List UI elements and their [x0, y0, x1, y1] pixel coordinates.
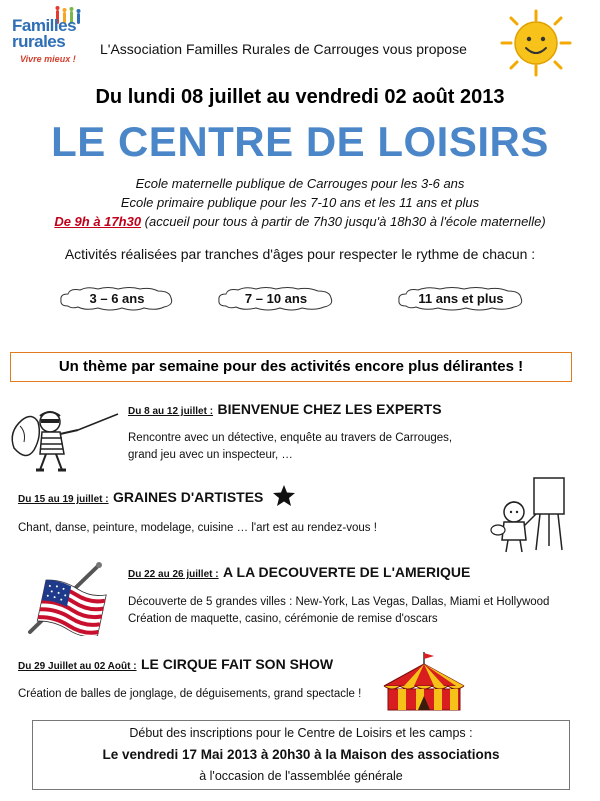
- school-line-1: Ecole maternelle publique de Carrouges pour les 3-6 ans: [135, 176, 465, 191]
- registration-intro: Début des inscriptions pour le Centre de Loisirs et les camps :: [129, 726, 473, 740]
- logo-text-line1: Familles: [12, 16, 77, 35]
- week-3-heading: [128, 564, 470, 582]
- age-group-label: 3 – 6 ans: [89, 291, 145, 306]
- week-title: GRAINES D'ARTISTES: [113, 489, 264, 505]
- star-icon: [272, 484, 296, 507]
- description-line: Création de maquette, casino, cérémonie de remise d'oscars: [128, 613, 438, 625]
- description-line: grand jeu avec un inspecteur, …: [128, 449, 293, 461]
- week-1-heading: [128, 401, 442, 419]
- activities-intro: Activités réalisées par tranches d'âges pour respecter le rythme de chacun :: [64, 246, 536, 262]
- week-date: Du 29 Juillet au 02 Août :: [18, 661, 137, 672]
- hours-line: [0, 214, 600, 229]
- logo-tagline: Vivre mieux !: [20, 54, 76, 64]
- age-group-badge: [396, 286, 526, 312]
- week-date: Du 22 au 26 juillet :: [128, 569, 219, 580]
- week-title: LE CIRQUE FAIT SON SHOW: [141, 656, 334, 672]
- week-title: A LA DECOUVERTE DE L'AMERIQUE: [223, 564, 471, 580]
- school-line-2: Ecole primaire publique pour les 7-10 ans et les 11 ans et plus: [120, 195, 480, 210]
- week-date: Du 15 au 19 juillet :: [18, 494, 109, 505]
- theme-banner: Un thème par semaine pour des activités encore plus délirantes !: [10, 352, 572, 382]
- main-title: LE CENTRE DE LOISIRS: [51, 118, 549, 165]
- child-painter-icon: [490, 474, 572, 554]
- american-flag-icon: [26, 562, 112, 636]
- week-2-description: Chant, danse, peinture, modelage, cuisine … l'art est au rendez-vous !: [18, 522, 377, 534]
- age-group-label: 11 ans et plus: [418, 291, 504, 306]
- hours-main: De 9h à 17h30: [54, 214, 142, 229]
- age-group-badge: [58, 286, 176, 312]
- registration-info-box: [32, 720, 570, 790]
- week-date: Du 8 au 12 juillet :: [128, 406, 214, 417]
- week-2-heading: [18, 489, 263, 507]
- hours-detail: (accueil pour tous à partir de 7h30 jusqu'à 18h30 à l'école maternelle): [141, 214, 546, 229]
- age-group-label: 7 – 10 ans: [244, 291, 308, 306]
- registration-date: Le vendredi 17 Mai 2013 à 20h30 à la Maison des associations: [102, 747, 500, 762]
- date-range-heading: Du lundi 08 juillet au vendredi 02 août 2013: [95, 86, 505, 108]
- circus-tent-icon: [380, 652, 468, 712]
- week-title: BIENVENUE CHEZ LES EXPERTS: [217, 401, 442, 417]
- logo-text-line2: rurales: [12, 32, 66, 51]
- sun-icon: [498, 8, 574, 78]
- detective-thief-icon: [6, 402, 120, 474]
- week-1-description: [128, 430, 452, 464]
- week-4-heading: [18, 656, 333, 674]
- week-4-description: Création de balles de jonglage, de déguisements, grand spectacle !: [18, 688, 362, 700]
- association-header: L'Association Familles Rurales de Carrouges vous propose: [100, 41, 467, 57]
- description-line: Rencontre avec un détective, enquête au travers de Carrouges,: [128, 432, 453, 444]
- description-line: Découverte de 5 grandes villes : New-York, Las Vegas, Dallas, Miami et Hollywood: [128, 596, 550, 608]
- week-3-description: [128, 594, 549, 628]
- age-group-badge: [216, 286, 336, 312]
- registration-occasion: à l'occasion de l'assemblée générale: [199, 769, 403, 783]
